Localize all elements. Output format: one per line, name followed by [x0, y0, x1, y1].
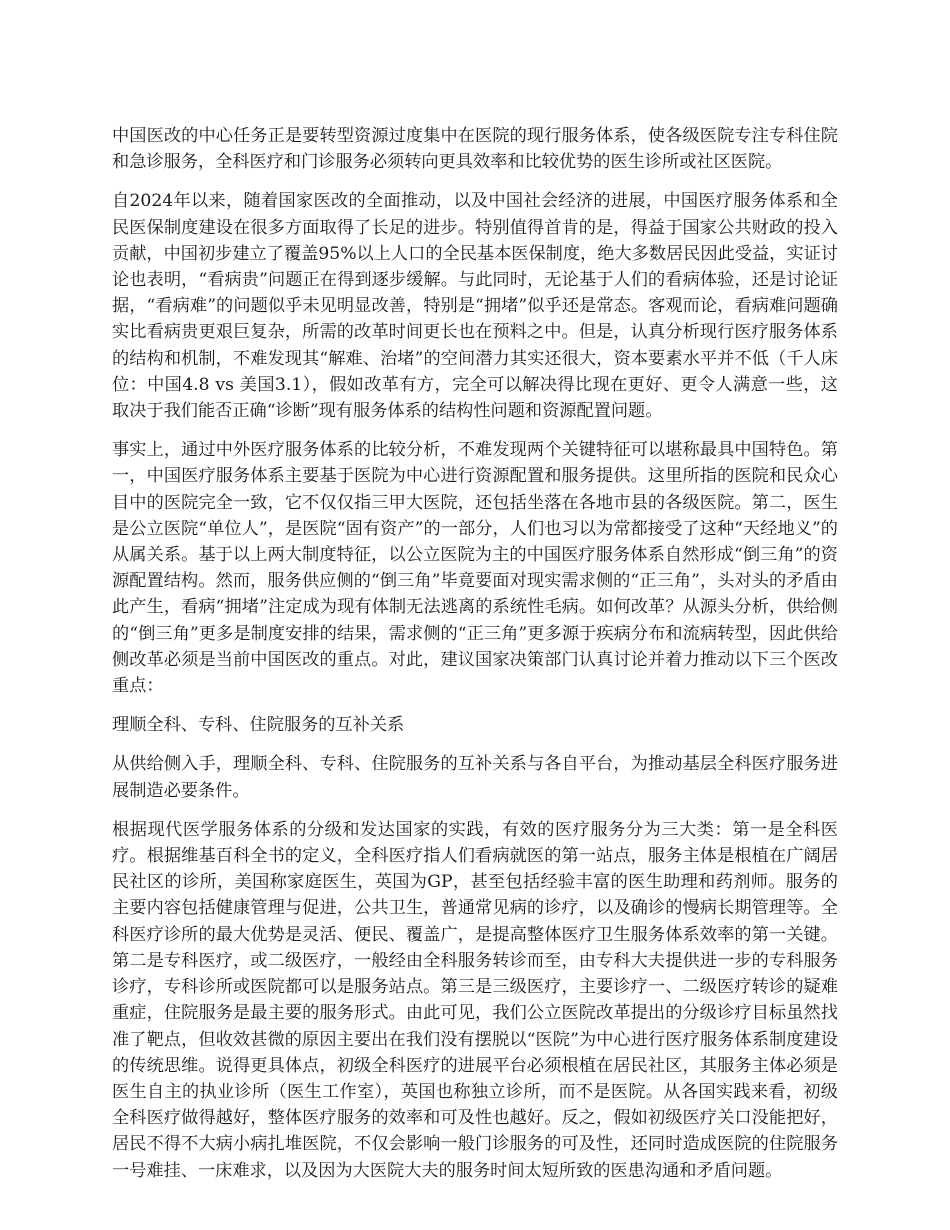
paragraph-analysis: 事实上，通过中外医疗服务体系的比较分析，不难发现两个关键特征可以堪称最具中国特色。第一，中国医疗服务体系主要基于医院为中心进行资源配置和服务提供。这里所指的医院和民众心目中的医院完全一致，它不仅仅指三甲大医院，还包括坐落在各地市县的各级医院。第二，医生是公立医院“单位人”，是医院“固有资产”的一部分，人们也习以为常都接受了这种“天经地义”的从属关系。基于以上两大制度特征，以公立医院为主的中国医疗服务体系自然形成“倒三角”的资源配置结构。然而，服务供应侧的“倒三角”毕竟要面对现实需求侧的“正三角”，头对头的矛盾由此产生，看病“拥堵”注定成为现有体制无法逃离的系统性毛病。如何改革？从源头分析，供给侧的“倒三角”更多是制度安排的结果，需求侧的“正三角”更多源于疾病分布和流病转型，因此供给侧改革必须是当前中国医改的重点。对此，建议国家决策部门认真讨论并着力推动以下三个医改重点： [112, 440, 838, 697]
paragraph-service-tiers: 根据现代医学服务体系的分级和发达国家的实践，有效的医疗服务分为三大类：第一是全科医疗。根据维基百科全书的定义，全科医疗指人们看病就医的第一站点，服务主体是根植在广阔居民社区的诊所，美国称家庭医生，英国为GP，甚至包括经验丰富的医生助理和药剂师。服务的主要内容包括健康管理与促进，公共卫生，普通常见病的诊疗，以及确诊的慢病长期管理等。全科医疗诊所的最大优势是灵活、便民、覆盖广，是提高整体医疗卫生服务体系效率的第一关键。第二是专科医疗，或二级医疗，一般经由全科服务转诊而至，由专科大夫提供进一步的专科服务诊疗，专科诊所或医院都可以是服务站点。第三是三级医疗，主要诊疗一、二级医疗转诊的疑难重症，住院服务是最主要的服务形式。由此可见，我们公立医院改革提出的分级诊疗目标虽然找准了靶点，但收效甚微的原因主要出在我们没有摆脱以“医院”为中心进行医疗服务体系制度建设的传统思维。说得更具体点，初级全科医疗的进展平台必须根植在居民社区，其服务主体必须是医生自主的执业诊所（医生工作室），英国也称独立诊所，而不是医院。从各国实践来看，初级全科医疗做得越好，整体医疗服务的效率和可及性也越好。反之，假如初级医疗关口没能把好，居民不得不大病小病扎堆医院，不仅会影响一般门诊服务的可及性，还同时造成医院的住院服务一号难挂、一床难求，以及因为大医院大夫的服务时间太短所致的医患沟通和矛盾问题。 [112, 819, 838, 1181]
section-heading: 理顺全科、专科、住院服务的互补关系 [112, 715, 405, 736]
paragraph-intro: 中国医改的中心任务正是要转型资源过度集中在医院的现行服务体系，使各级医院专注专科住院和急诊服务，全科医疗和门诊服务必须转向更具效率和比较优势的医生诊所或社区医院。 [112, 126, 838, 173]
paragraph-supply-side: 从供给侧入手，理顺全科、专科、住院服务的互补关系与各自平台，为推动基层全科医疗服务进展制造必要条件。 [112, 754, 838, 801]
paragraph-progress: 自2024年以来，随着国家医改的全面推动，以及中国社会经济的进展，中国医疗服务体系和全民医保制度建设在很多方面取得了长足的进步。特别值得首肯的是，得益于国家公共财政的投入贡献，中国初步建立了覆盖95%以上人口的全民基本医保制度，绝大多数居民因此受益，实证讨论也表明，“看病贵”问题正在得到逐步缓解。与此同时，无论基于人们的看病体验，还是讨论证据，“看病难”的问题似乎未见明显改善，特别是“拥堵”似乎还是常态。客观而论，看病难问题确实比看病贵更艰巨复杂，所需的改革时间更长也在预料之中。但是，认真分析现行医疗服务体系的结构和机制，不难发现其“解难、治堵”的空间潜力其实还很大，资本要素水平并不低（千人床位：中国4.8 vs 美国3.1），假如改革有方，完全可以解决得比现在更好、更令人满意一些，这取决于我们能否正确“诊断”现有服务体系的结构性问题和资源配置问题。 [112, 191, 838, 422]
article-body [112, 123, 838, 1197]
